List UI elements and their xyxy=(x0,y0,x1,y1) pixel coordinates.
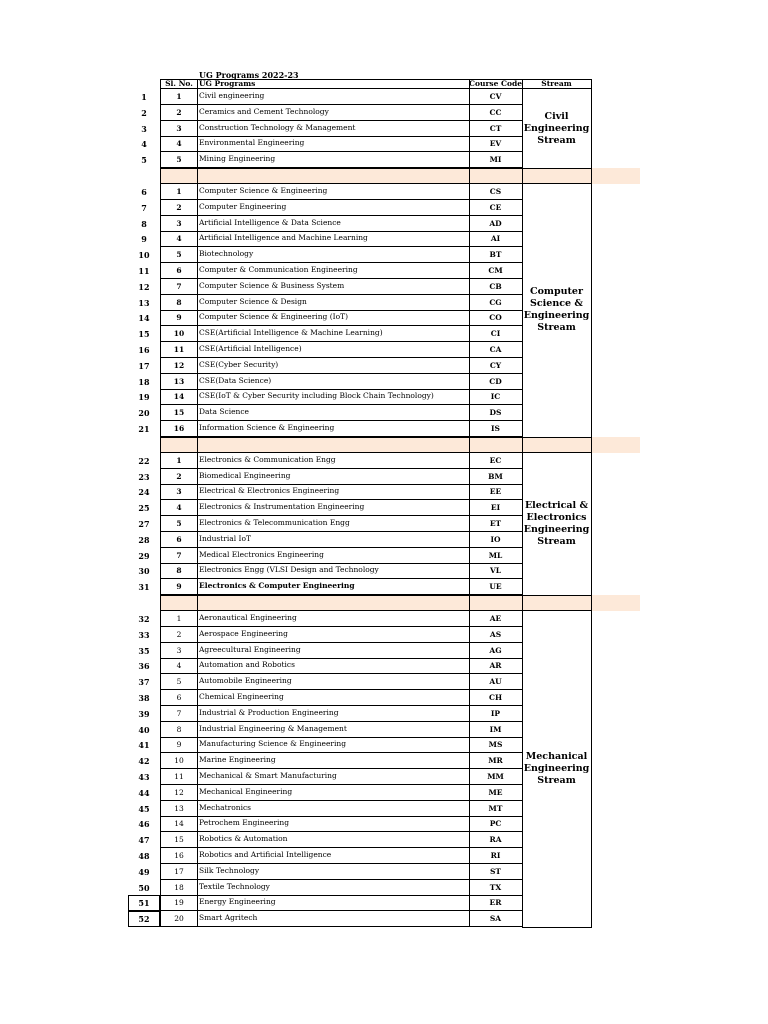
serial-number: 3 xyxy=(160,121,198,137)
serial-number: 3 xyxy=(160,484,198,500)
course-code: CO xyxy=(469,310,523,326)
table-row xyxy=(0,121,768,136)
course-code: MM xyxy=(469,769,523,785)
course-code: SA xyxy=(469,911,523,927)
serial-number: 12 xyxy=(160,785,198,801)
program-name: Automobile Engineering xyxy=(197,674,470,690)
table-row xyxy=(0,611,768,626)
serial-number: 6 xyxy=(160,532,198,548)
table-row xyxy=(0,769,768,784)
program-name: Computer Science & Engineering xyxy=(197,184,470,200)
row-index: 8 xyxy=(141,218,147,229)
separator-cell xyxy=(197,168,470,184)
stream-label: Computer Science & Engineering Stream xyxy=(523,286,590,334)
serial-number: 4 xyxy=(160,231,198,247)
row-index: 49 xyxy=(138,866,150,877)
program-name: Industrial & Production Engineering xyxy=(197,706,470,722)
separator-row xyxy=(160,168,640,184)
program-name: Silk Technology xyxy=(197,864,470,880)
course-code: MS xyxy=(469,737,523,753)
serial-number: 6 xyxy=(160,690,198,706)
course-code: ER xyxy=(469,895,523,911)
serial-number: 8 xyxy=(160,722,198,738)
table-row xyxy=(0,864,768,879)
serial-number: 2 xyxy=(160,105,198,121)
program-name: Manufacturing Science & Engineering xyxy=(197,737,470,753)
separator-row xyxy=(160,437,640,453)
table-row xyxy=(0,89,768,104)
program-name: Environmental Engineering xyxy=(197,136,470,152)
stream-label: Mechanical Engineering Stream xyxy=(523,751,590,786)
course-code: CI xyxy=(469,326,523,342)
program-name: Artificial Intelligence and Machine Learning xyxy=(197,231,470,247)
program-name: Automation and Robotics xyxy=(197,658,470,674)
row-index: 36 xyxy=(138,661,150,672)
row-index: 51 xyxy=(128,895,160,911)
program-name: Civil engineering xyxy=(197,89,470,105)
serial-number: 9 xyxy=(160,737,198,753)
program-name: Biotechnology xyxy=(197,247,470,263)
course-code: AD xyxy=(469,216,523,232)
row-index: 42 xyxy=(138,756,150,767)
row-index: 9 xyxy=(141,234,147,245)
table-row xyxy=(0,263,768,278)
program-name: Biomedical Engineering xyxy=(197,469,470,485)
serial-number: 6 xyxy=(160,263,198,279)
table-row xyxy=(0,816,768,831)
table-row xyxy=(0,200,768,215)
header-sl-no: Sl. No. xyxy=(160,79,198,89)
separator-cell xyxy=(469,168,523,184)
table-row xyxy=(0,216,768,231)
row-index: 11 xyxy=(138,266,150,276)
table-row xyxy=(0,310,768,325)
row-index: 10 xyxy=(138,250,150,261)
course-code: BT xyxy=(469,247,523,263)
row-index: 5 xyxy=(141,155,147,166)
separator-cell xyxy=(522,168,592,184)
stream-label: Civil Engineering Stream xyxy=(523,110,590,146)
serial-number: 10 xyxy=(160,326,198,342)
table-row xyxy=(0,231,768,246)
row-index: 6 xyxy=(141,187,147,197)
table-row xyxy=(0,279,768,294)
course-code: IM xyxy=(469,722,523,738)
stream-cell xyxy=(522,453,592,596)
table-row xyxy=(0,911,768,926)
table-row xyxy=(0,895,768,910)
table-row xyxy=(0,295,768,310)
course-code: CT xyxy=(469,121,523,137)
program-name: Construction Technology & Management xyxy=(197,121,470,137)
program-name: Electronics & Computer Engineering xyxy=(197,579,470,595)
course-code: CB xyxy=(469,279,523,295)
program-name: Information Science & Engineering xyxy=(197,421,470,437)
serial-number: 5 xyxy=(160,674,198,690)
program-name: Mechanical & Smart Manufacturing xyxy=(197,769,470,785)
course-code: AU xyxy=(469,674,523,690)
course-code: CV xyxy=(469,89,523,105)
serial-number: 7 xyxy=(160,706,198,722)
program-name: Computer & Communication Engineering xyxy=(197,263,470,279)
course-code: CD xyxy=(469,374,523,390)
stream-cell xyxy=(522,184,592,438)
course-code: ME xyxy=(469,785,523,801)
program-name: Robotics & Automation xyxy=(197,832,470,848)
row-index: 25 xyxy=(138,503,150,514)
course-code: RI xyxy=(469,848,523,864)
row-index: 20 xyxy=(138,408,150,419)
serial-number: 11 xyxy=(160,769,198,785)
serial-number: 10 xyxy=(160,753,198,769)
course-code: BM xyxy=(469,469,523,485)
serial-number: 3 xyxy=(160,216,198,232)
table-row xyxy=(0,532,768,547)
separator-cell xyxy=(160,168,198,184)
course-code: AI xyxy=(469,231,523,247)
row-index: 35 xyxy=(138,645,150,656)
program-name: Aeronautical Engineering xyxy=(197,611,470,627)
program-name: Electronics & Instrumentation Engineering xyxy=(197,500,470,516)
program-name: Energy Engineering xyxy=(197,895,470,911)
row-index: 19 xyxy=(138,392,150,403)
header-course-code: Course Code xyxy=(469,79,522,88)
row-index: 32 xyxy=(138,614,150,624)
stream-label: Electrical & Electronics Engineering Stream xyxy=(523,499,590,547)
row-index: 2 xyxy=(141,107,147,118)
course-code: ST xyxy=(469,864,523,880)
serial-number: 9 xyxy=(160,310,198,326)
program-name: Industrial IoT xyxy=(197,532,470,548)
table-row xyxy=(0,453,768,468)
table-row xyxy=(0,421,768,436)
program-name: Mining Engineering xyxy=(197,152,470,168)
row-index: 12 xyxy=(138,281,150,292)
course-code: CH xyxy=(469,690,523,706)
serial-number: 2 xyxy=(160,627,198,643)
program-name: Mechanical Engineering xyxy=(197,785,470,801)
course-code: ML xyxy=(469,548,523,564)
row-index: 40 xyxy=(138,724,150,735)
row-index: 30 xyxy=(138,566,150,577)
program-name: Agreecultural Engineering xyxy=(197,643,470,659)
course-code: IP xyxy=(469,706,523,722)
row-index: 43 xyxy=(138,772,150,782)
serial-number: 12 xyxy=(160,358,198,374)
course-code: CM xyxy=(469,263,523,279)
header-stream: Stream xyxy=(522,79,592,89)
stream-cell xyxy=(522,611,592,928)
course-code: VL xyxy=(469,563,523,579)
table-row xyxy=(0,674,768,689)
table-row xyxy=(0,643,768,658)
serial-number: 7 xyxy=(160,279,198,295)
program-name: CSE(Cyber Security) xyxy=(197,358,470,374)
table-row xyxy=(0,358,768,373)
table-row xyxy=(0,548,768,563)
table-row xyxy=(0,737,768,752)
table-row xyxy=(0,184,768,199)
course-code: AG xyxy=(469,643,523,659)
table-row xyxy=(0,832,768,847)
row-index: 3 xyxy=(141,123,147,134)
table-row xyxy=(0,722,768,737)
table-row xyxy=(0,753,768,768)
row-index: 33 xyxy=(138,629,150,640)
table-row xyxy=(0,516,768,531)
separator-cell xyxy=(160,595,198,611)
table-row xyxy=(0,247,768,262)
program-name: CSE(Data Science) xyxy=(197,374,470,390)
table-row xyxy=(0,469,768,484)
serial-number: 3 xyxy=(160,643,198,659)
separator-cell xyxy=(160,437,198,453)
table-row xyxy=(0,500,768,515)
table-row xyxy=(0,627,768,642)
serial-number: 8 xyxy=(160,563,198,579)
separator-cell xyxy=(197,595,470,611)
table-row xyxy=(0,785,768,800)
table-row xyxy=(0,374,768,389)
row-index: 47 xyxy=(138,835,150,846)
row-index: 21 xyxy=(138,424,150,434)
program-name: Robotics and Artificial Intelligence xyxy=(197,848,470,864)
separator-cell xyxy=(469,595,523,611)
program-name: Aerospace Engineering xyxy=(197,627,470,643)
table-row xyxy=(0,801,768,816)
program-name: Artificial Intelligence & Data Science xyxy=(197,216,470,232)
row-index: 27 xyxy=(138,519,150,529)
program-name: Computer Science & Business System xyxy=(197,279,470,295)
serial-number: 4 xyxy=(160,136,198,152)
serial-number: 17 xyxy=(160,864,198,880)
sheet-title: UG Programs 2022-23 xyxy=(199,70,299,80)
program-name: Industrial Engineering & Management xyxy=(197,722,470,738)
course-code: DS xyxy=(469,405,523,421)
table-row xyxy=(0,105,768,120)
course-code: MI xyxy=(469,152,523,168)
program-name: Electrical & Electronics Engineering xyxy=(197,484,470,500)
course-code: ET xyxy=(469,516,523,532)
header-ug-programs: UG Programs xyxy=(197,79,470,89)
course-code: PC xyxy=(469,816,523,832)
separator-cell xyxy=(469,437,523,453)
row-index: 16 xyxy=(138,345,150,355)
course-code: AS xyxy=(469,627,523,643)
program-name: Textile Technology xyxy=(197,880,470,896)
row-index: 46 xyxy=(138,819,150,830)
program-name: CSE(IoT & Cyber Security including Block Chain Technology) xyxy=(197,389,470,405)
table-row xyxy=(0,405,768,420)
course-code: CE xyxy=(469,200,523,216)
row-index: 50 xyxy=(138,882,150,893)
table-row xyxy=(0,658,768,673)
row-index: 1 xyxy=(141,92,147,102)
table-row xyxy=(0,136,768,151)
row-index: 29 xyxy=(138,550,150,561)
program-name: CSE(Artificial Intelligence) xyxy=(197,342,470,358)
serial-number: 16 xyxy=(160,421,198,437)
table-row xyxy=(0,690,768,705)
course-code: MT xyxy=(469,801,523,817)
serial-number: 1 xyxy=(160,89,198,105)
serial-number: 5 xyxy=(160,247,198,263)
serial-number: 9 xyxy=(160,579,198,595)
row-index: 13 xyxy=(138,297,150,308)
row-index: 4 xyxy=(141,139,147,150)
program-name: Data Science xyxy=(197,405,470,421)
course-code: CG xyxy=(469,295,523,311)
course-code: CS xyxy=(469,184,523,200)
table-row xyxy=(0,389,768,404)
course-code: IO xyxy=(469,532,523,548)
table-row xyxy=(0,342,768,357)
serial-number: 14 xyxy=(160,389,198,405)
separator-cell xyxy=(197,437,470,453)
serial-number: 1 xyxy=(160,453,198,469)
row-index: 28 xyxy=(138,534,150,545)
row-index: 37 xyxy=(138,677,150,688)
serial-number: 1 xyxy=(160,184,198,200)
program-name: Computer Science & Engineering (IoT) xyxy=(197,310,470,326)
program-name: Ceramics and Cement Technology xyxy=(197,105,470,121)
separator-cell xyxy=(522,595,592,611)
separator-cell xyxy=(522,437,592,453)
row-index: 24 xyxy=(138,487,150,498)
serial-number: 18 xyxy=(160,880,198,896)
program-name: Chemical Engineering xyxy=(197,690,470,706)
course-code: EE xyxy=(469,484,523,500)
course-code: TX xyxy=(469,880,523,896)
serial-number: 20 xyxy=(160,911,198,927)
serial-number: 13 xyxy=(160,801,198,817)
course-code: AE xyxy=(469,611,523,627)
course-code: EV xyxy=(469,136,523,152)
row-index: 44 xyxy=(138,787,150,798)
serial-number: 4 xyxy=(160,658,198,674)
course-code: UE xyxy=(469,579,523,595)
program-name: Smart Agritech xyxy=(197,911,470,927)
course-code: EI xyxy=(469,500,523,516)
course-code: AR xyxy=(469,658,523,674)
row-index: 18 xyxy=(138,376,150,387)
row-index: 22 xyxy=(138,455,150,466)
row-index: 52 xyxy=(128,911,160,927)
course-code: IC xyxy=(469,389,523,405)
program-name: Medical Electronics Engineering xyxy=(197,548,470,564)
program-name: Electronics & Telecommunication Engg xyxy=(197,516,470,532)
serial-number: 15 xyxy=(160,405,198,421)
row-index: 38 xyxy=(138,693,150,703)
row-index: 48 xyxy=(138,851,150,861)
serial-number: 11 xyxy=(160,342,198,358)
course-code: EC xyxy=(469,453,523,469)
table-row xyxy=(0,848,768,863)
table-row xyxy=(0,484,768,499)
course-code: CC xyxy=(469,105,523,121)
row-index: 39 xyxy=(138,708,150,719)
row-index: 17 xyxy=(138,360,150,371)
table-row xyxy=(0,880,768,895)
program-name: Electronics Engg (VLSI Design and Technology xyxy=(197,563,470,579)
table-row xyxy=(0,152,768,167)
course-code: MR xyxy=(469,753,523,769)
program-name: Marine Engineering xyxy=(197,753,470,769)
row-index: 41 xyxy=(138,740,150,751)
serial-number: 2 xyxy=(160,469,198,485)
table-row xyxy=(0,706,768,721)
serial-number: 5 xyxy=(160,152,198,168)
row-index: 7 xyxy=(141,202,147,213)
serial-number: 1 xyxy=(160,611,198,627)
program-name: CSE(Artificial Intelligence & Machine Learning) xyxy=(197,326,470,342)
table-row xyxy=(0,579,768,594)
stream-cell xyxy=(522,89,592,169)
serial-number: 2 xyxy=(160,200,198,216)
course-code: CY xyxy=(469,358,523,374)
serial-number: 4 xyxy=(160,500,198,516)
serial-number: 13 xyxy=(160,374,198,390)
serial-number: 16 xyxy=(160,848,198,864)
serial-number: 15 xyxy=(160,832,198,848)
row-index: 31 xyxy=(138,582,150,593)
program-name: Petrochem Engineering xyxy=(197,816,470,832)
table-row xyxy=(0,326,768,341)
serial-number: 7 xyxy=(160,548,198,564)
separator-row xyxy=(160,595,640,611)
serial-number: 8 xyxy=(160,295,198,311)
serial-number: 14 xyxy=(160,816,198,832)
row-index: 15 xyxy=(138,329,150,340)
course-code: CA xyxy=(469,342,523,358)
program-name: Electronics & Communication Engg xyxy=(197,453,470,469)
program-name: Mechatronics xyxy=(197,801,470,817)
course-code: RA xyxy=(469,832,523,848)
serial-number: 19 xyxy=(160,895,198,911)
row-index: 45 xyxy=(138,803,150,814)
course-code: IS xyxy=(469,421,523,437)
table-row xyxy=(0,563,768,578)
program-name: Computer Engineering xyxy=(197,200,470,216)
row-index: 14 xyxy=(138,313,150,324)
program-name: Computer Science & Design xyxy=(197,295,470,311)
serial-number: 5 xyxy=(160,516,198,532)
row-index: 23 xyxy=(138,471,150,482)
